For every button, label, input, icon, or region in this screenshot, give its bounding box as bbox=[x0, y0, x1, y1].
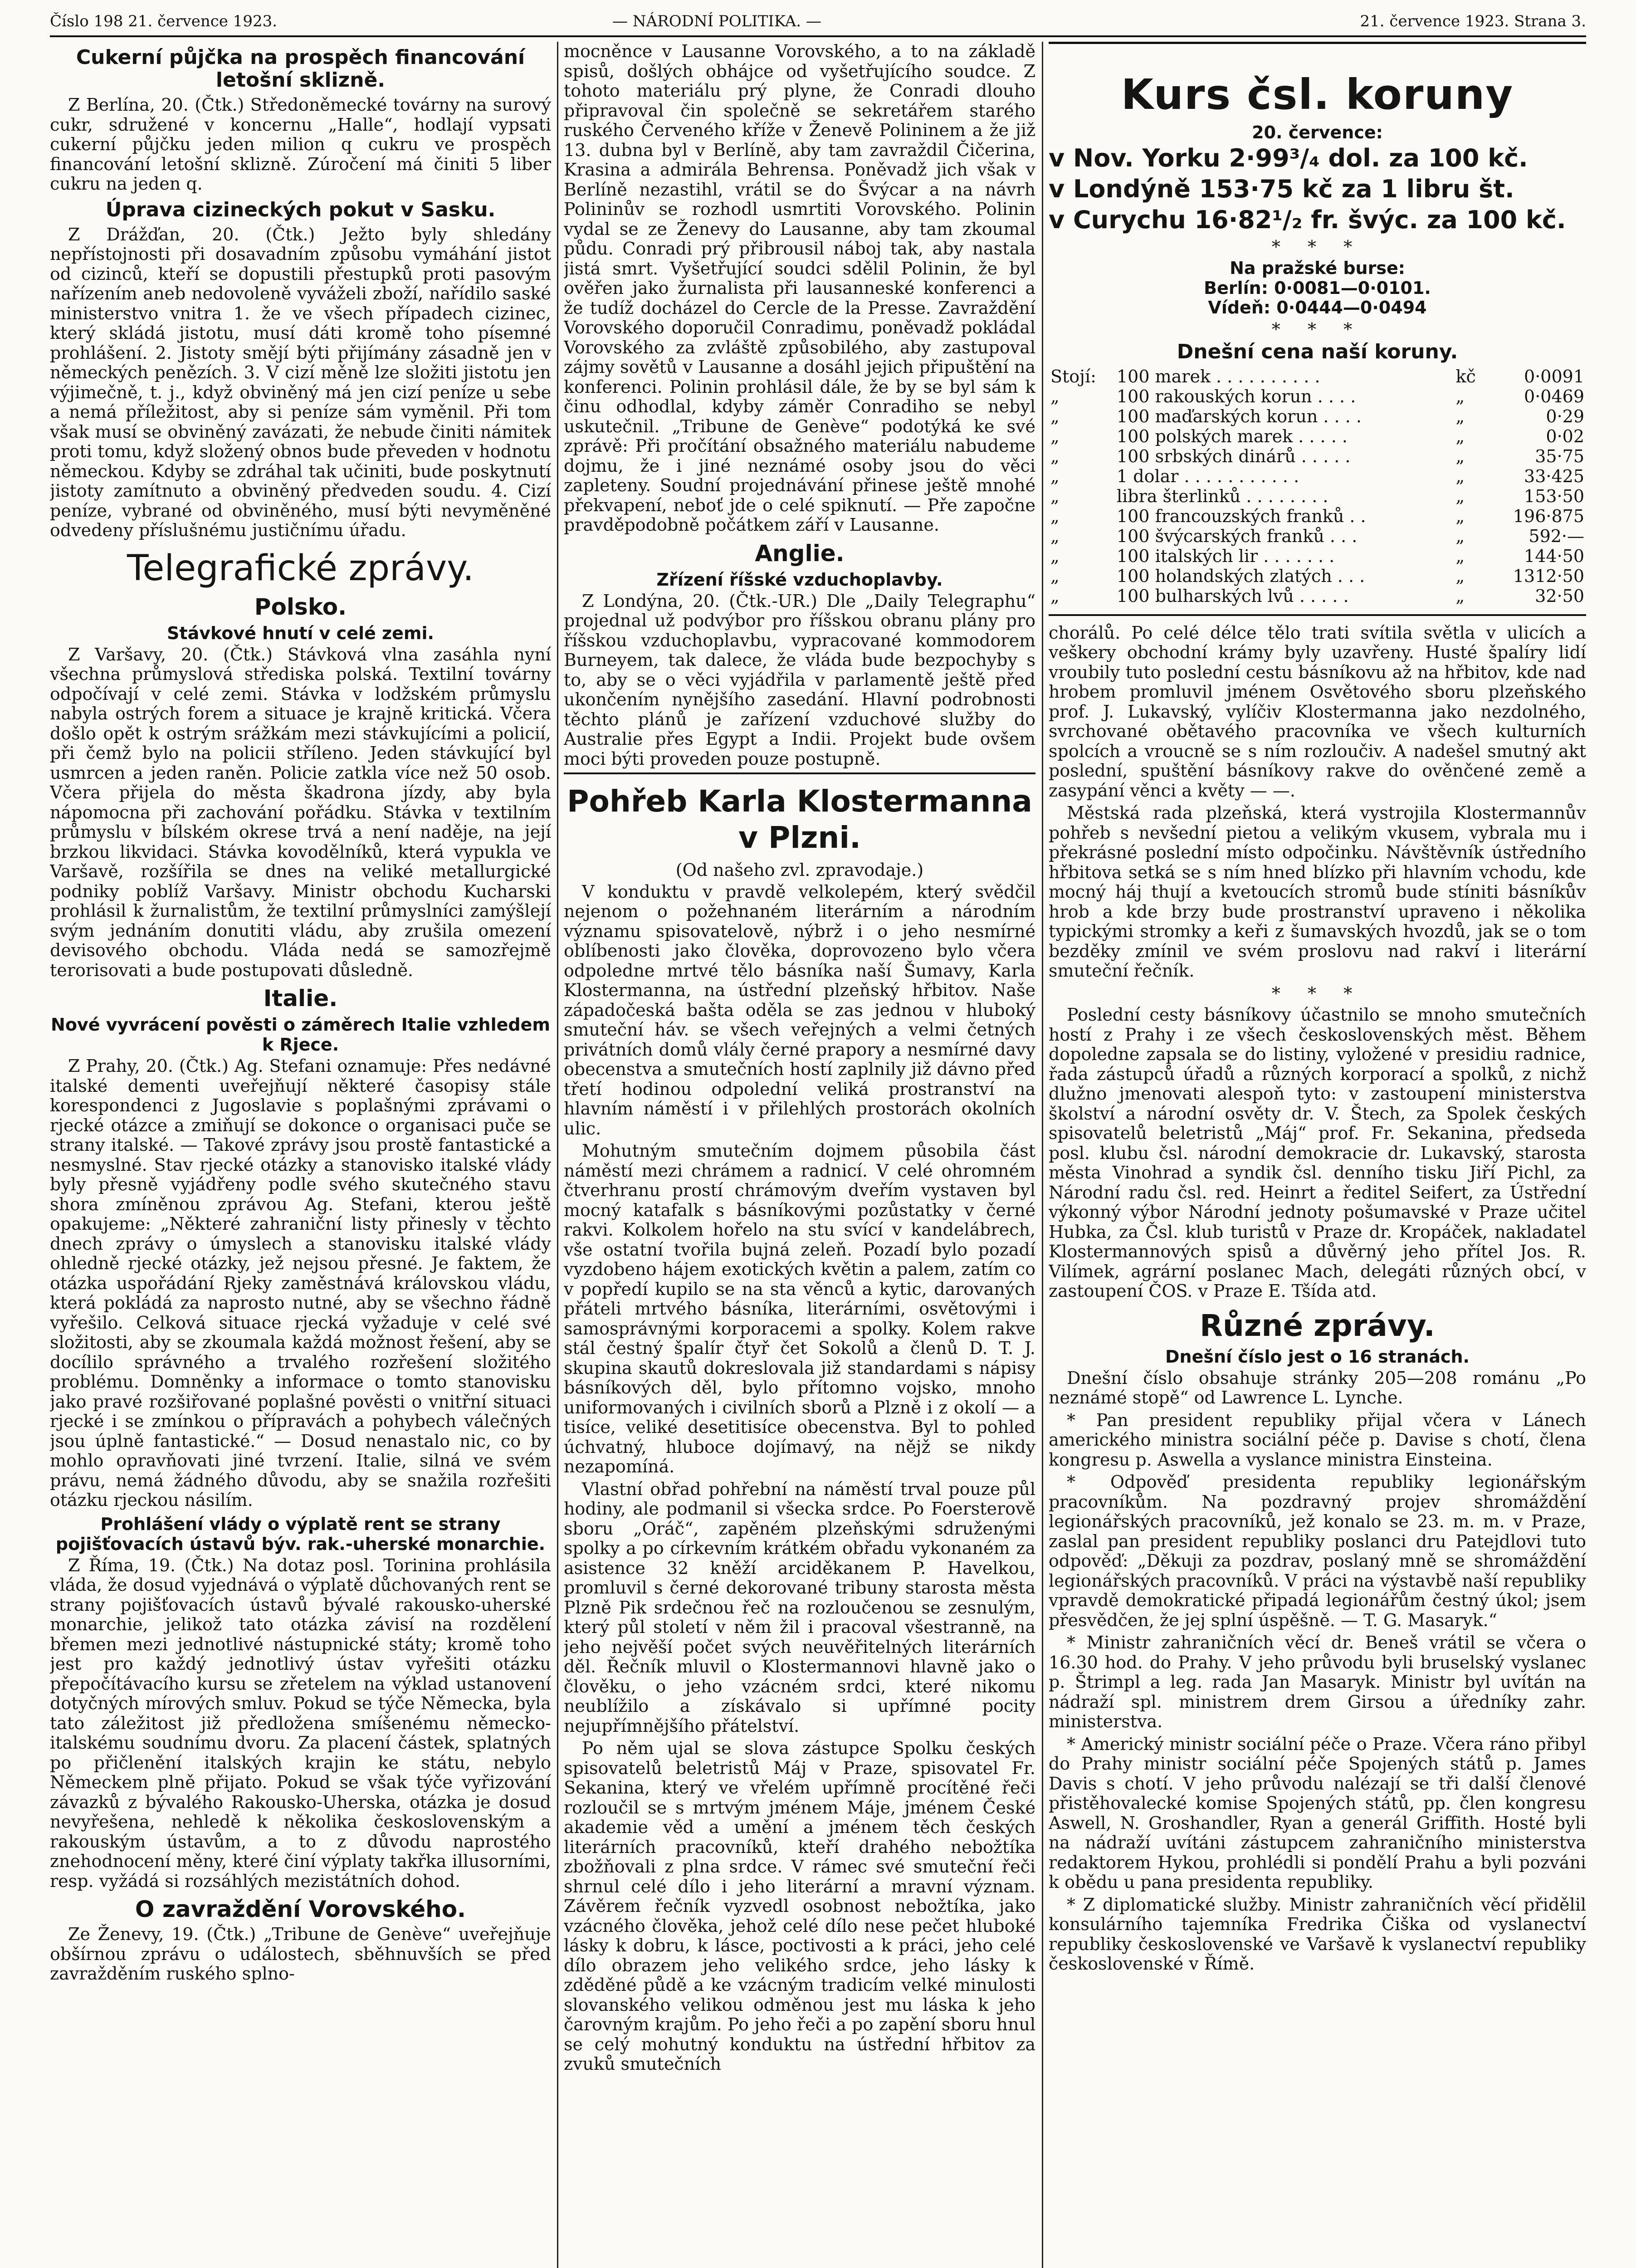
price-cell-label: 100 marek . . . . . . . . . . bbox=[1117, 366, 1320, 386]
price-cell-label: 100 italských lir . . . . . . . bbox=[1117, 546, 1335, 566]
article-paragraph: Po něm ujal se slova zástupce Spolku českých spisovatelů beletristů Máj v Praze, spisovatel Fr. Sekanina, který ve vřelém upřímně procítěné řeči rozloučil se s mrtvým jménem Máje, jménem České akademie věd a umění a jménem těch českých literárních pracovníků, kteří drahého nebožtíka zbožňovali z plna srdce. V rámec své smuteční řeči shrnul celé dílo i jeho literární a mravní význam. Závěrem řečník vyzvedl osobnost nebožtíka, jako vzácného člověka, jehož celé dílo nese pečet hluboké lásky k dobru, k lásce, poctivosti a k práci, jeho celé dílo obrazem jeho velikého srdce, jeho lásky k zděděné půdě a ke vzácným tradicím velké minulosti slovanského velikou odměnou jest mu láska k jeho čarovným krajům. Po jeho řeči a po zapění sboru hnul se celý mohutný konduktu na ústřední hřbitov za zvuků smutečních bbox=[564, 1738, 1035, 2074]
price-cell-label: 100 holandských zlatých . . . bbox=[1117, 566, 1365, 586]
article-byline: (Od našeho zvl. zpravodaje.) bbox=[675, 860, 924, 880]
price-cell-label: 100 maďarských korun . . . . bbox=[1117, 406, 1362, 426]
price-cell-pre: „ bbox=[1050, 466, 1060, 486]
burse-viden: Vídeň: 0·0444—0·0494 bbox=[1208, 298, 1427, 318]
column-divider-2 bbox=[1042, 42, 1043, 2268]
header-right: 21. července 1923. Strana 3. bbox=[1360, 12, 1586, 30]
price-cell-label: 100 srbských dinárů . . . . . bbox=[1117, 446, 1351, 466]
burse-berlin: Berlín: 0·0081—0·0101. bbox=[1204, 278, 1431, 298]
news-item: * Odpověď presidenta republiky legionářským pracovníkům. Na pozdravný projev shromáždění legionářských pracovníků, jež konalo se 23. m. m. v Praze, zaslal pan president republiky poslanci dru Patejdlovi tuto odpověď: „Děkuji za pozdrav, poslaný mně se shromáždění legionářských pracovníků. V práci na výstavbě naší republiky vpravdě demokratické připadá legionářům čestný úkol; jsem přesvědčen, že jej splní úspěšně. — T. G. Masaryk.“ bbox=[1049, 1472, 1586, 1630]
separator-stars: * * * bbox=[1271, 319, 1363, 339]
price-cell-pre: „ bbox=[1050, 426, 1060, 446]
column-3 bbox=[1049, 42, 1586, 2268]
price-cell-pre: „ bbox=[1050, 586, 1060, 606]
price-cell-pre: „ bbox=[1050, 386, 1060, 406]
price-row bbox=[1049, 506, 1586, 526]
separator-stars: * * * bbox=[1271, 983, 1363, 1003]
article-subtitle: Dnešní číslo jest o 16 stranách. bbox=[1165, 1346, 1470, 1367]
price-row bbox=[1049, 386, 1586, 406]
price-cell-val: 196·875 bbox=[1513, 506, 1584, 526]
article-paragraph: Vlastní obřad pohřební na náměstí trval pouze půl hodiny, ale podmanil si všecka srdce. Po Foersterově sboru „Oráč“, zapěném plzeňskými sdruženými spolky a po církevním krátkém obřadu vykonaném za asistence 32 kněží arciděkanem P. Havelkou, promluvil s černé dekorované tribuny starosta města Plzně Pik srdečnou řeč na rozloučenou se zesnulým, který půl století v něm žil i pracoval všestranně, na jeho nejvěší počet svých neuvěřitelných literárních děl. Řečník mluvil o Klostermannovi hlavně jako o člověku, o jeho vzácném srdci, které nikomu neublížilo a získávalo si upřímné pocity nejupřímnějšího přátelství. bbox=[564, 1479, 1035, 1736]
exchange-rate-date: 20. července: bbox=[1252, 122, 1383, 142]
price-row bbox=[1049, 446, 1586, 466]
price-cell-pre: Stojí: bbox=[1050, 366, 1096, 386]
exchange-rate-title: Kurs čsl. koruny bbox=[1121, 70, 1514, 119]
box-bottom-rule bbox=[1049, 614, 1586, 616]
price-cell-pre: „ bbox=[1050, 546, 1060, 566]
price-cell-cur: kč bbox=[1455, 366, 1476, 386]
price-cell-pre: „ bbox=[1050, 486, 1060, 506]
country-heading: Polsko. bbox=[254, 593, 347, 620]
price-cell-cur: „ bbox=[1455, 466, 1465, 486]
article-title: Úprava cizineckých pokut v Sasku. bbox=[105, 198, 496, 221]
article-paragraph: Z Prahy, 20. (Čtk.) Ag. Stefani oznamuje: Přes nedávné italské dementi uveřejňují některé časopisy stále korespondenci z Jugoslavie s poplašnými zprávami o rjecké otázce a zmiňují se dokonce o organisaci puče se strany italské. — Takové zprávy jsou prostě fantastické a nesmyslné. Stav rjecké otázky a stanovisko italské vlády byly přesně vyjádřeny podle svého skutečného stavu shora zmíněnou zprávou Ag. Stefani, kterou ještě opakujeme: „Některé zahraniční listy přinesly v těchto dnech zprávy o úmyslech a stanovisku italské vlády ohledně rjecké otázky, jež nejsou přesné. Je faktem, že otázka uspořádání Rjeky zaměstnává královskou vládu, která pokládá za naprosto nutné, aby se všechno řádně vyřešilo. Celková situace rjecká vyžaduje v celé své složitosti, aby se zkoumala každá možnost řešení, aby se docílilo správného a trvalého rozřešení složitého problému. Domněnky a informace o tomto stanovisku jako pravé rozšiřované poplašné pověsti o vnitřní situaci rjecké i se zmínkou o přípravách a pohybech válečných jsou úplně fantastické.“ — Dosud nenastalo nic, co by mohlo opravňovati jiné tvrzení. Italie, silná ve svém právu, nemá žádného důvodu, aby se snažila rozřešiti otázku rjeckou násilím. bbox=[50, 1056, 551, 1510]
price-cell-cur: „ bbox=[1455, 486, 1465, 506]
burse-heading: Na pražské burse: bbox=[1230, 258, 1405, 278]
price-cell-cur: „ bbox=[1455, 426, 1465, 446]
news-item: * Americký ministr sociální péče o Praze. Včera ráno přibyl do Prahy ministr sociální péče Spojených států p. James Davis s chotí. V jeho průvodu nalézají se tři další členové přistěhovalecké komise Spojených států, pp. člen kongresu Aswell, N. Groshandler, Ryan a generál Griffith. Hosté byli na nádraží uvítáni zástupcem zahraničního ministerstva redaktorem Hykou, prohlédli si pondělí Prahu a byli pozváni k obědu u pana presidenta republiky. bbox=[1049, 1734, 1586, 1892]
rate-zurich: v Curychu 16·82¹/₂ fr. švýc. za 100 kč. bbox=[1049, 205, 1566, 234]
article-paragraph: Z Varšavy, 20. (Čtk.) Stávková vlna zasáhla nyní všechna průmyslová střediska polská. Textilní továrny odpočívají v celé zemi. Stávka v lodžském průmyslu nabyla ostrých forem a situace je krajně kritická. Včera došlo opět k ostrým srážkám mezi stávkujícími a policií, při čemž bylo na policii stříleno. Jeden stávkující byl usmrcen a jeden raněn. Policie zatkla více než 50 osob. Včera přijela do města škadrona jízdy, aby byla nápomocna při zachování pořádku. Stávka v textilním průmyslu v bílském okrese trvá a není naděje, na její brzkou likvidaci. Stávka kovodělníků, která vypukla ve Varšavě, rozšířila se dnes na veliké metallurgické podniky poblíž Varšavy. Ministr obchodu Kucharski prohlásil k žurnalistům, že textilní průmyslníci zamýšlejí svým jednáním donutiti vládu, aby zrušila omezení devisového obchodu. Vláda nedá se samozřejmě terorisovati a bude postupovati důsledně. bbox=[50, 644, 551, 980]
price-cell-val: 32·50 bbox=[1535, 586, 1584, 606]
price-cell-label: libra šterlinků . . . . . . . . bbox=[1117, 486, 1328, 506]
article-title: Cukerní půjčka na prospěch financování letošní sklizně. bbox=[76, 46, 525, 92]
article-paragraph: Z Říma, 19. (Čtk.) Na dotaz posl. Torinina prohlásila vláda, že dosud vyjednává o výplatě důchovaných rent se strany pojišťovacích ústavů bývalé rakousko-uherské monarchie, jelikož tato otázka závisí na rozdělení břemen mezi jednotlivé nástupnické státy; kromě toho jest pro každý jednotlivý ústav vyřešiti otázku přepočítávacího kursu se zřetelem na výklad ustanovení dotyčných mírových smluv. Pokud se týče Německa, byla tato záležitost již předložena smíšenému německo-italskému soudnímu dvoru. Za placení částek, splatných po přičlenění italských krajin ke státu, nebylo Německem plně přijato. Pokud se však týče vyřizování závazků z bývalého Rakousko-Uherska, otázka je dosud nevyřešena, nehledě k několika československým a rakouským ústavům, a to z důvodu naprostého znehodnocení měny, které činí výplaty takřka illusorními, resp. vyžádá si rozsáhlých mezistátních dohod. bbox=[50, 1555, 551, 1891]
price-cell-cur: „ bbox=[1455, 386, 1465, 406]
price-row bbox=[1049, 426, 1586, 446]
price-cell-val: 35·75 bbox=[1535, 446, 1584, 466]
price-cell-pre: „ bbox=[1050, 526, 1060, 546]
price-cell-val: 1312·50 bbox=[1513, 566, 1584, 586]
price-cell-cur: „ bbox=[1455, 586, 1465, 606]
price-row bbox=[1049, 466, 1586, 486]
price-row bbox=[1049, 486, 1586, 506]
koruna-price-table bbox=[1049, 367, 1586, 606]
price-cell-val: 144·50 bbox=[1524, 546, 1584, 566]
price-row bbox=[1049, 367, 1586, 386]
article-paragraph: Z Berlína, 20. (Čtk.) Středoněmecké továrny na surový cukr, sdružené v koncernu „Halle“, hodlají vypsati cukerní půjčku jeden milion q cukru ve prospěch financování letošní sklizně. Zúročení má činiti 5 liber cukru na jeden q. bbox=[50, 95, 551, 194]
price-cell-cur: „ bbox=[1455, 526, 1465, 546]
section-title-ruzne: Různé zprávy. bbox=[1200, 1308, 1435, 1343]
price-cell-cur: „ bbox=[1455, 406, 1465, 426]
article-subtitle: Stávkové hnutí v celé zemi. bbox=[167, 623, 434, 643]
article-title-pohreb: Pohřeb Karla Klostermanna v Plzni. bbox=[567, 784, 1032, 855]
news-item: * Pan president republiky přijal včera v Lánech amerického ministra sociální péče p. Davise s chotí, člena kongresu p. Aswella a vyslance ministra Einsteina. bbox=[1049, 1410, 1586, 1470]
column-2 bbox=[564, 42, 1035, 2268]
price-cell-cur: „ bbox=[1455, 546, 1465, 566]
country-heading: Anglie. bbox=[755, 540, 845, 567]
page-header bbox=[50, 8, 1586, 34]
price-cell-val: 0·29 bbox=[1546, 406, 1584, 426]
price-cell-pre: „ bbox=[1050, 446, 1060, 466]
price-cell-label: 100 rakouských korun . . . . bbox=[1117, 386, 1356, 406]
header-rule bbox=[50, 35, 1586, 37]
price-cell-cur: „ bbox=[1455, 446, 1465, 466]
separator-stars: * * * bbox=[1271, 236, 1363, 257]
news-item: Dnešní číslo obsahuje stránky 205—208 románu „Po neznámé stopě“ od Lawrence L. Lynche. bbox=[1049, 1368, 1586, 1408]
price-cell-label: 1 dolar . . . . . . . . . . . bbox=[1117, 466, 1299, 486]
section-title-telegraficke: Telegrafické zprávy. bbox=[127, 547, 474, 589]
price-row bbox=[1049, 546, 1586, 566]
article-paragraph: Poslední cesty básníkovy účastnilo se mnoho smutečních hostí z Prahy i ze všech československých měst. Během dopoledne zapsala se do listiny, vyložené v presidiu radnice, řada zástupců úřadů a různých korporací a spolků, z nichž dlužno jmenovati alespoň tyto: v zastoupení ministerstva školství a národní osvěty dr. V. Štech, za Spolek českých spisovatelů beletristů „Máj“ prof. Fr. Sekanina, předseda posl. klubu čsl. národní demokracie dr. Lukavský, starosta města Vinohrad a syndik čsl. denního tisku Jiří Pichl, za Národní radu čsl. red. Heinrt a ředitel Seifert, za Ústřední výkonný výbor Národní jednoty pošumavské v Praze učitel Hubka, za Čsl. klub turistů v Praze dr. Kropáček, nakladatel Klostermannových spisů a důvěrný jeho přítel Jos. R. Vilímek, agrární poslanec Mach, delegáti různých obcí, v zastoupení ČOS. v Praze E. Tšída atd. bbox=[1049, 1005, 1586, 1301]
price-cell-val: 0·02 bbox=[1546, 426, 1584, 446]
article-paragraph: mocněnce v Lausanne Vorovského, a to na základě spisů, došlých obhájce od vyšetřujícího soudce. Z tohoto materiálu prý plyne, že Conradi dlouho připravoval čin společně se sekretářem starého ruského Červeného kříže v Ženevě Polininem a že již 13. dubna byl v Berlíně, aby tam zavraždil Čičerina, Krasina a admirála Behrensa. Poněvadž jich však v Berlíně nezastihl, vrátil se do Švýcar a na návrh Polininův se rozhodl usmrtiti Vorovského. Polinin vydal se ze Ženevy do Lausanne, aby tam zkoumal půdu. Conradi prý přibrousil náboj tak, aby nastala jistá smrt. Vyšetřující soudci sdělil Polinin, že byl ověřen jako žurnalista při lausanneské konferenci a že tudíž docházel do Cercle de la Presse. Zavraždění Vorovského doporučil Conradimu, poněvadž pokládal Vorovského za zvláště způsobilého, aby zastupoval zájmy sovětů v Lausanne a dosáhl jejich připuštění na konferenci. Polinin prohlásil dále, že by se byl sám k činu odhodlal, kdyby záměr Conradiho se nebyl uskutečnil. „Tribune de Genève“ podotýká ke své zprávě: Při pročítání obsažného materiálu nabudeme dojmu, že i jiné neznámé osoby jsou do věci zapleteny. Soudní projednávání přinese ještě mnohé překvapení, neboť jde o celé spiknutí. — Pře započne pravděpodobně počátkem září v Lausanne. bbox=[564, 42, 1035, 535]
article-paragraph: chorálů. Po celé délce tělo trati svítila světla v ulicích a veškery obchodní krámy byly uzavřeny. Husté špalíry lidí vroubily tuto poslední cestu básníkovu až na hřbitov, kde nad hrobem promluvil jménem Osvětového sboru plzeňského prof. J. Lukavský, vylíčiv Klostermanna jako nezdolného, svrchované obětavého pracovníka ve všech kulturních spolcích a vroucně se s ním rozloučiv. A nadešel smutný akt poslední, spuštění básníkovy rakve do ověnčené země a zasypání věnci a květy — —. bbox=[1049, 622, 1586, 801]
price-cell-cur: „ bbox=[1455, 506, 1465, 526]
article-subtitle: Prohlášení vlády o výplatě rent se strany pojišťovacích ústavů býv. rak.-uherské monarchie. bbox=[55, 1514, 546, 1554]
price-cell-label: 100 polských marek . . . . . bbox=[1117, 426, 1348, 446]
column-divider-1 bbox=[557, 42, 558, 2268]
price-cell-pre: „ bbox=[1050, 406, 1060, 426]
price-cell-label: 100 bulharských lvů . . . . . bbox=[1117, 586, 1349, 606]
box-top-rule bbox=[1049, 42, 1586, 44]
price-cell-label: 100 švýcarských franků . . . bbox=[1117, 526, 1358, 546]
header-left: Číslo 198 21. července 1923. bbox=[50, 12, 278, 30]
price-row bbox=[1049, 566, 1586, 586]
article-paragraph: Městská rada plzeňská, která vystrojila Klostermannův pohřeb s nevšední pietou a velikým vkusem, vybrala mu i překrásné poslední místo odpočinku. Návštěvník ústředního hřbitova setká se s ním hned blízko při hlavním vchodu, kde mocný háj thují a kvetoucích stromů bude stíniti básníkův hrob a kde brzy bude prostranství upraveno i několika typickými stromky a keři z šumavských hvozdů, jak se o tom bezděky zmínil ve svém proslovu nad rakví i literární smuteční řečník. bbox=[1049, 803, 1586, 981]
price-cell-val: 0·0469 bbox=[1524, 386, 1584, 406]
price-row bbox=[1049, 406, 1586, 426]
price-cell-pre: „ bbox=[1050, 566, 1060, 586]
country-heading: Italie. bbox=[263, 985, 338, 1012]
koruna-price-heading: Dnešní cena naší koruny. bbox=[1177, 340, 1458, 363]
article-subtitle: Nové vyvrácení pověsti o záměrech Italie vzhledem k Rjece. bbox=[51, 1015, 550, 1055]
article-paragraph: V konduktu v pravdě velkolepém, který svědčil nejenom o požehnaném literárním a národním významu spisovatelově, nýbrž i o jeho nesmírné oblíbenosti jako člověka, doprovozeno bylo včera odpoledne mrtvé tělo básníka naší Šumavy, Karla Klostermanna, na ústřední plzeňský hřbitov. Naše západočeská bašta oděla se zas jednou v hluboký smuteční háv. se všech veřejných a velmi četných privátních domů vlály černé prapory a nesmírné davy obecenstva a smutečních hostí zaplnily již dávno před třetí hodinou odpolední veliká prostranství na hlavním náměstí i v přilehlých prostorách okolních ulic. bbox=[564, 881, 1035, 1139]
price-cell-val: 592·— bbox=[1529, 526, 1584, 546]
article-title: O zavraždění Vorovského. bbox=[135, 1896, 466, 1922]
price-row bbox=[1049, 586, 1586, 606]
price-cell-label: 100 francouzských franků . . bbox=[1117, 506, 1366, 526]
header-masthead: — NÁRODNÍ POLITIKA. — bbox=[612, 12, 821, 30]
price-cell-pre: „ bbox=[1050, 506, 1060, 526]
article-paragraph: Ze Ženevy, 19. (Čtk.) „Tribune de Genève“ uveřejňuje obšírnou zprávu o událostech, sběhnuvších se před zavražděním ruského splno- bbox=[50, 1924, 551, 1984]
rate-new-york: v Nov. Yorku 2·99³/₄ dol. za 100 kč. bbox=[1049, 143, 1528, 172]
price-row bbox=[1049, 526, 1586, 546]
column-1 bbox=[50, 42, 551, 2268]
separator-rule bbox=[564, 772, 1035, 774]
article-subtitle: Zřízení říšské vzduchoplavby. bbox=[656, 569, 943, 590]
price-cell-val: 0·0091 bbox=[1524, 366, 1584, 386]
price-cell-val: 153·50 bbox=[1524, 486, 1584, 506]
price-cell-cur: „ bbox=[1455, 566, 1465, 586]
price-cell-val: 33·425 bbox=[1524, 466, 1584, 486]
article-paragraph: Z Drážďan, 20. (Čtk.) Ježto byly shledány nepřístojnosti při dosavadním způsobu vymáhání jistot od cizinců, kteří se dopustili přestupků proti pasovým nařízením aneb nedovoleně vyváželi zboží, nařídilo saské ministerstvo vnitra 1. že ve všech případech cizinec, který skládá jistotu, musí dáti kromě toho písemné prohlášení. 2. Jistoty smějí býti přijímány zásadně jen v německých penězích. 3. V cizí měně lze složiti jistotu jen výjimečně, t. j., když obviněný má jen cizí peníze u sebe a nemá příležitost, aby si peníze sám vyměnil. Při tom však musí se obviněný zavázati, že nebude činiti námitek proti tomu, když složený obnos bude převeden v hodnotu německou. Kdyby se zdráhal tak učiniti, bude poskytnutí jistoty zamítnuto a obviněný předveden soudu. 4. Cizí peníze, vybrané od obviněného, musí býti nevyměněné odvedeny příslušnému justičnímu úřadu. bbox=[50, 224, 551, 540]
article-paragraph: Z Londýna, 20. (Čtk.-UR.) Dle „Daily Telegraphu“ projednal už podvýbor pro říšskou obranu plány pro říšskou vzduchoplavbu, vypracované kommodorem Burneyem, tak dalece, že vláda bude bezpochyby s to, aby se o věci vyjádřila v parlamentě ještě před ukončením nynějšího zasedání. Hlavní podrobnosti těchto plánů je zařízení vzduchové služby do Australie přes Egypt a Indii. Projekt bude ovšem moci býti proveden pouze postupně. bbox=[564, 591, 1035, 769]
news-item: * Z diplomatické služby. Ministr zahraničních věcí přidělil konsulárního tajemníka Fredrika Čiška od vyslanectví republiky československé ve Varšavě k vyslanectví republiky československé v Římě. bbox=[1049, 1894, 1586, 1974]
rate-london: v Londýně 153·75 kč za 1 libru št. bbox=[1049, 174, 1514, 203]
article-paragraph: Mohutným smutečním dojmem působila část náměstí mezi chrámem a radnicí. V celé ohromném čtverhranu prostí chrámovým dveřím vystaven byl mocný katafalk s básníkovými pozůstatky v černé rakvi. Kolkolem hořelo na stu svící v kandelábrech, vše ostatní tvořila bujná zeleň. Pozadí bylo pozadí vyzdobeno hájem exotických květin a palem, zatím co v popředí kupilo se na sta věnců a kytic, darovaných přáteli mrtvého básníka, literárními, osvětovými i samosprávnými korporacemi a spolky. Kolem rakve stál čestný špalír čtyř čet Sokolů a členů D. T. J. skupina skautů dokreslovala již standardami s nápisy básníkových děl, bylo přítomno vojsko, mnoho uniformovaných i civilních sborů a Plzně i z okolí — a tisíce, veliké desetitisíce obecenstva. Byl to pohled úchvatný, hluboce dojímavý, na nějž se nikdy nezapomíná. bbox=[564, 1141, 1035, 1476]
news-item: * Ministr zahraničních věcí dr. Beneš vrátil se včera o 16.30 hod. do Prahy. V jeho průvodu byli bruselský vyslanec p. Štrimpl a leg. rada Jan Masaryk. Ministr byl uvítán na nádraží spl. ministrem drem Girsou a úředníky zahr. ministerstva. bbox=[1049, 1633, 1586, 1731]
